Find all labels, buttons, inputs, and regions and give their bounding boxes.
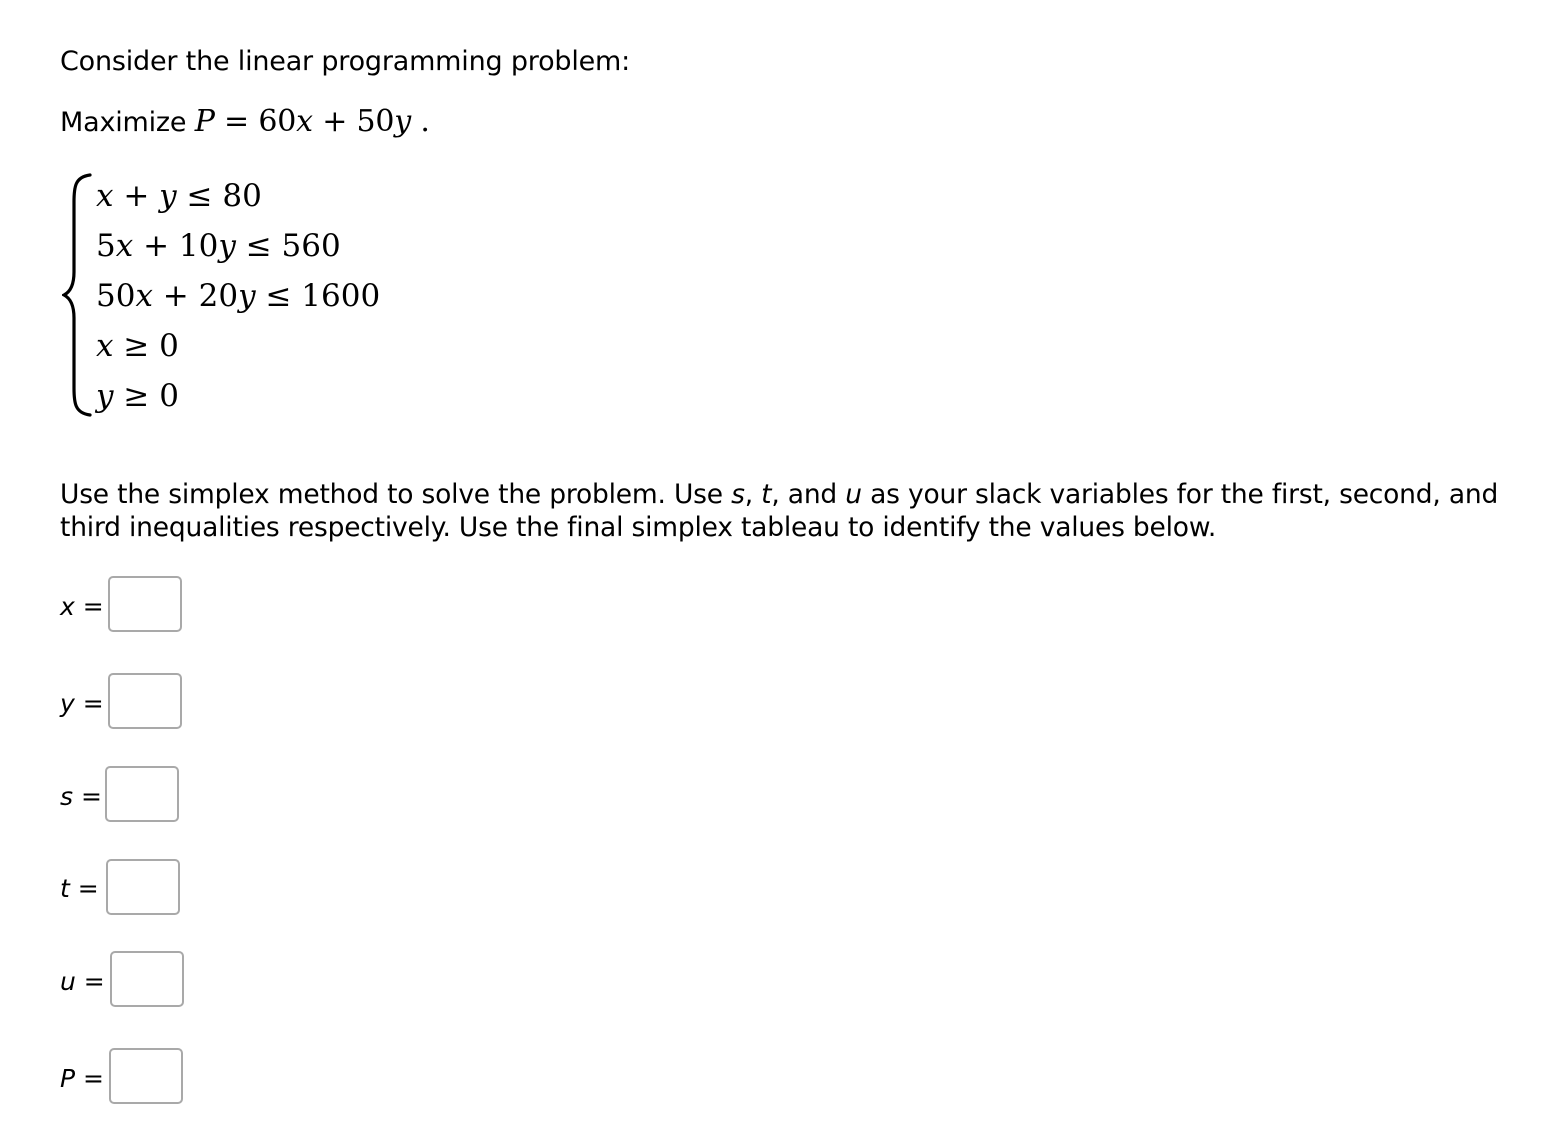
s-answer-label: s = (60, 782, 102, 811)
u-answer-input[interactable] (110, 951, 184, 1007)
problem-intro: Consider the linear programming problem: (60, 46, 631, 77)
constraint-1: x + y ≤ 80 (96, 178, 262, 214)
objective-expression: P = 60x + 50y . (194, 104, 430, 139)
u-answer-label: u = (60, 967, 105, 996)
t-answer-input[interactable] (106, 859, 180, 915)
p-answer-input[interactable] (109, 1048, 183, 1104)
constraint-3: 50x + 20y ≤ 1600 (96, 278, 381, 314)
constraint-brace (62, 172, 92, 418)
y-answer-input[interactable] (108, 673, 182, 729)
y-answer-label: y = (60, 689, 104, 718)
constraint-2: 5x + 10y ≤ 560 (96, 228, 341, 264)
t-answer-label: t = (60, 874, 99, 903)
instructions-text: Use the simplex method to solve the problem. Use s, t, and u as your slack variables for the first, second, and third inequalities respectively. Use the final simplex tableau to identify the values below. (60, 479, 1499, 543)
objective-function (60, 104, 430, 139)
x-answer-input[interactable] (108, 576, 182, 632)
s-answer-input[interactable] (105, 766, 179, 822)
p-answer-label: P = (60, 1064, 104, 1093)
constraint-4: x ≥ 0 (96, 328, 179, 364)
x-answer-label: x = (60, 592, 104, 621)
constraint-5: y ≥ 0 (96, 378, 179, 414)
maximize-label: Maximize (60, 107, 187, 138)
